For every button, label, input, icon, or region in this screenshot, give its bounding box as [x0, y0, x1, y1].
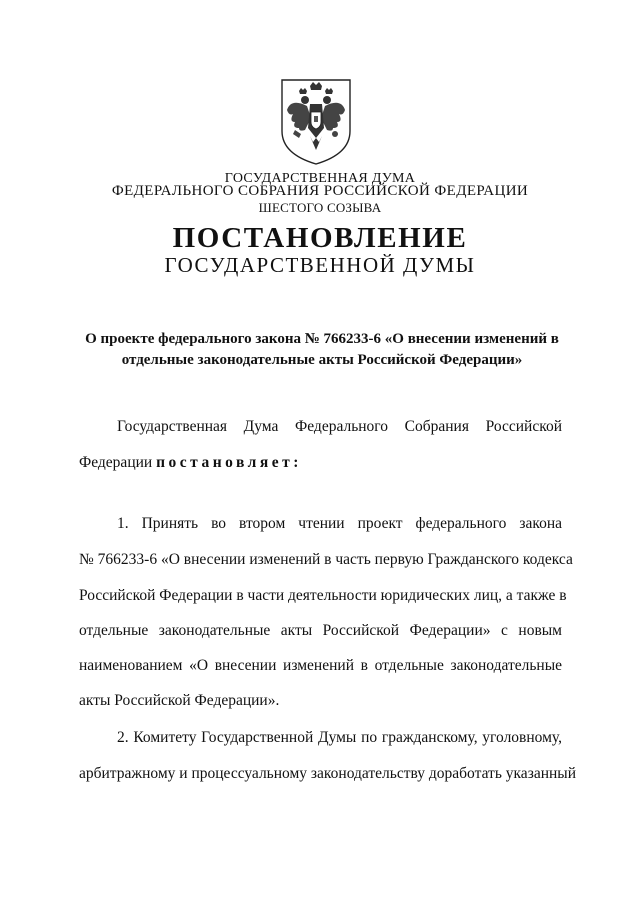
item-1-line-3: Российской Федерации в части деятельности юридических лиц, а также в	[79, 587, 567, 604]
preamble-line-1: Государственная Дума Федерального Собрания Российской	[117, 418, 562, 435]
item-2-line-2: арбитражному и процессуальному законодательству доработать указанный	[79, 765, 576, 782]
item-1-line-6: акты Российской Федерации».	[79, 692, 280, 709]
coat-of-arms-icon	[277, 76, 355, 166]
item-1-line-4: отдельные законодательные акты Российской Федерации» с новым	[79, 622, 562, 639]
preamble-line-2	[79, 454, 302, 472]
document-subtitle: ГОСУДАРСТВЕННОЙ ДУМЫ	[164, 253, 476, 277]
document-title: ПОСТАНОВЛЕНИЕ	[172, 222, 468, 254]
item-2-line-1: 2. Комитету Государственной Думы по гражданскому, уголовному,	[117, 729, 562, 746]
item-1-line-2: № 766233-6 «О внесении изменений в часть первую Гражданского кодекса	[79, 551, 573, 568]
org-line-1: ГОСУДАРСТВЕННАЯ ДУМА	[224, 171, 416, 186]
org-line-3: ШЕСТОГО СОЗЫВА	[258, 200, 382, 215]
subject-line-2: отдельные законодательные акты Российской Федерации»	[121, 352, 523, 368]
item-1-line-5: наименованием «О внесении изменений в отдельные законодательные	[79, 657, 562, 674]
org-line-2: ФЕДЕРАЛЬНОГО СОБРАНИЯ РОССИЙСКОЙ ФЕДЕРАЦИИ	[111, 183, 529, 199]
subject-line-1: О проекте федерального закона № 766233-6 «О внесении изменений в	[85, 331, 559, 347]
item-1-line-1: 1. Принять во втором чтении проект федерального закона	[117, 515, 562, 532]
resolution-verb: постановляет:	[156, 454, 302, 471]
preamble-prefix: Федерации	[79, 454, 157, 471]
